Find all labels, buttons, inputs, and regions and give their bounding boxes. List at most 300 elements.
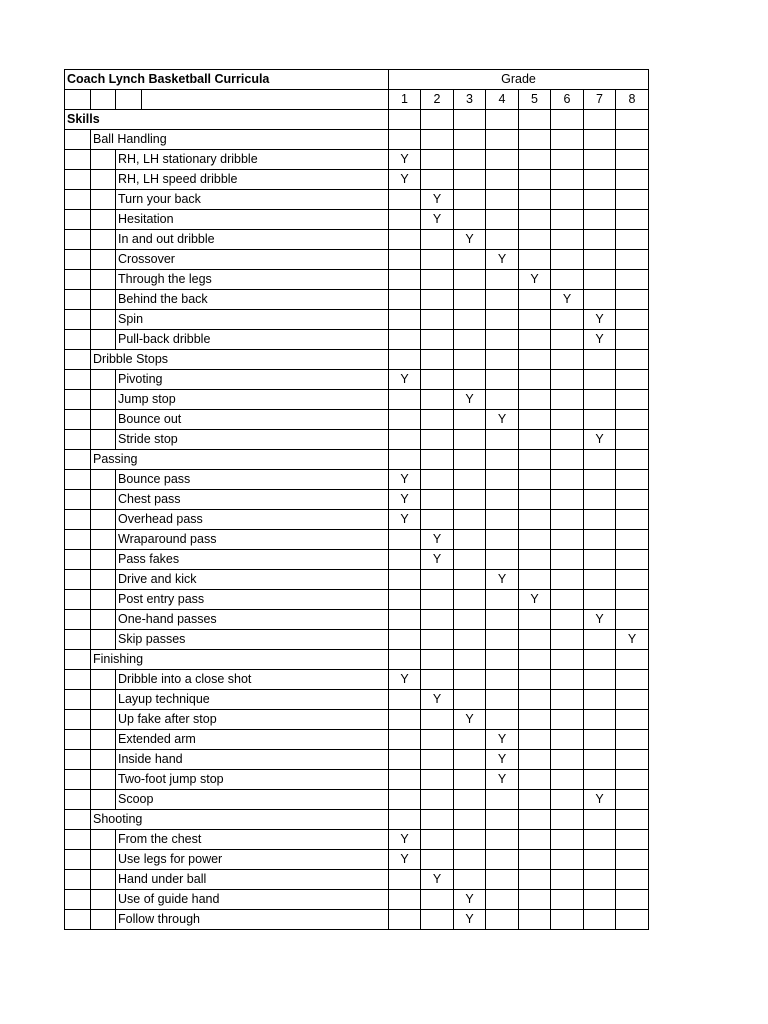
skill-row	[65, 370, 649, 390]
indent-cell	[65, 890, 91, 910]
indent-cell	[91, 530, 116, 550]
grade-cell	[519, 530, 551, 550]
grade-mark: Y	[421, 550, 454, 570]
grade-cell	[519, 730, 551, 750]
grade-mark: Y	[454, 390, 486, 410]
grade-cell	[584, 710, 616, 730]
skill-label: Crossover	[116, 250, 389, 270]
grade-cell	[389, 810, 421, 830]
skill-label: Use of guide hand	[116, 890, 389, 910]
grade-cell	[519, 130, 551, 150]
skill-row	[65, 510, 649, 530]
category-row	[65, 450, 649, 470]
indent-cell	[65, 130, 91, 150]
grade-cell	[389, 230, 421, 250]
grade-cell	[551, 250, 584, 270]
grade-cell	[389, 550, 421, 570]
grade-cell	[421, 390, 454, 410]
indent-cell	[91, 670, 116, 690]
grade-cell	[584, 570, 616, 590]
grade-cell	[389, 870, 421, 890]
grade-cell	[584, 450, 616, 470]
grade-mark: Y	[486, 410, 519, 430]
grade-mark: Y	[421, 210, 454, 230]
indent-cell	[65, 210, 91, 230]
grade-cell	[519, 630, 551, 650]
grade-mark: Y	[454, 910, 486, 930]
skill-row	[65, 830, 649, 850]
blank-cell	[91, 90, 116, 110]
grade-cell	[519, 310, 551, 330]
category-label: Shooting	[91, 810, 389, 830]
indent-cell	[91, 270, 116, 290]
grade-cell	[584, 230, 616, 250]
skill-row	[65, 230, 649, 250]
grade-cell	[454, 190, 486, 210]
grade-cell	[616, 870, 649, 890]
grade-cell	[421, 910, 454, 930]
grade-cell	[551, 890, 584, 910]
grade-cell	[486, 870, 519, 890]
grade-cell	[551, 150, 584, 170]
grade-cell	[616, 670, 649, 690]
grade-cell	[421, 370, 454, 390]
indent-cell	[91, 150, 116, 170]
grade-cell	[519, 610, 551, 630]
grade-cell	[486, 670, 519, 690]
indent-cell	[65, 370, 91, 390]
indent-cell	[91, 730, 116, 750]
grade-cell	[551, 410, 584, 430]
grade-mark: Y	[454, 890, 486, 910]
grade-3-header: 3	[454, 90, 486, 110]
grade-cell	[486, 710, 519, 730]
skill-label: Stride stop	[116, 430, 389, 450]
grade-cell	[584, 910, 616, 930]
grade-cell	[389, 570, 421, 590]
grade-mark: Y	[389, 850, 421, 870]
grade-cell	[551, 510, 584, 530]
indent-cell	[91, 210, 116, 230]
grade-mark: Y	[486, 570, 519, 590]
indent-cell	[65, 830, 91, 850]
grade-cell	[421, 230, 454, 250]
grade-cell	[519, 910, 551, 930]
indent-cell	[65, 570, 91, 590]
indent-cell	[91, 310, 116, 330]
grade-8-header: 8	[616, 90, 649, 110]
skill-row	[65, 470, 649, 490]
grade-1-header: 1	[389, 90, 421, 110]
grade-cell	[551, 790, 584, 810]
grade-cell	[616, 170, 649, 190]
grade-cell	[421, 730, 454, 750]
grade-mark: Y	[389, 670, 421, 690]
grade-cell	[454, 790, 486, 810]
sheet-title: Coach Lynch Basketball Curricula	[65, 70, 389, 90]
grade-cell	[584, 530, 616, 550]
grade-cell	[421, 710, 454, 730]
grade-cell	[551, 590, 584, 610]
skill-label: Extended arm	[116, 730, 389, 750]
skill-row	[65, 750, 649, 770]
grade-cell	[551, 370, 584, 390]
grade-cell	[616, 610, 649, 630]
grade-cell	[519, 330, 551, 350]
skill-label: Hand under ball	[116, 870, 389, 890]
skill-label: Through the legs	[116, 270, 389, 290]
indent-cell	[65, 270, 91, 290]
grade-cell	[421, 310, 454, 330]
skill-row	[65, 590, 649, 610]
grade-cell	[519, 230, 551, 250]
grade-cell	[551, 630, 584, 650]
skill-label: Wraparound pass	[116, 530, 389, 550]
grade-cell	[519, 710, 551, 730]
grade-cell	[486, 530, 519, 550]
grade-cell	[486, 830, 519, 850]
grade-cell	[421, 590, 454, 610]
grade-cell	[551, 170, 584, 190]
grade-cell	[454, 650, 486, 670]
grade-cell	[551, 190, 584, 210]
grade-cell	[389, 190, 421, 210]
grade-cell	[486, 210, 519, 230]
skill-label: Inside hand	[116, 750, 389, 770]
grade-cell	[454, 290, 486, 310]
grade-cell	[486, 430, 519, 450]
grade-cell	[616, 130, 649, 150]
skill-label: Scoop	[116, 790, 389, 810]
grade-cell	[389, 630, 421, 650]
grade-cell	[551, 130, 584, 150]
skill-label: From the chest	[116, 830, 389, 850]
grade-cell	[551, 390, 584, 410]
grade-cell	[616, 770, 649, 790]
indent-cell	[91, 410, 116, 430]
grade-cell	[454, 670, 486, 690]
grade-cell	[584, 130, 616, 150]
grade-cell	[616, 570, 649, 590]
grade-cell	[454, 550, 486, 570]
grade-cell	[616, 270, 649, 290]
grade-cell	[389, 130, 421, 150]
grade-mark: Y	[584, 310, 616, 330]
grade-cell	[551, 230, 584, 250]
skill-row	[65, 790, 649, 810]
grade-cell	[454, 590, 486, 610]
grade-cell	[486, 330, 519, 350]
indent-cell	[91, 590, 116, 610]
grade-cell	[486, 150, 519, 170]
grade-cell	[519, 350, 551, 370]
indent-cell	[91, 490, 116, 510]
grade-cell	[584, 830, 616, 850]
grade-cell	[486, 190, 519, 210]
grade-mark: Y	[389, 510, 421, 530]
grade-mark: Y	[486, 250, 519, 270]
grade-cell	[454, 350, 486, 370]
grade-cell	[389, 430, 421, 450]
skill-row	[65, 390, 649, 410]
grade-cell	[616, 790, 649, 810]
grade-cell	[421, 490, 454, 510]
grade-mark: Y	[616, 630, 649, 650]
grade-cell	[551, 490, 584, 510]
indent-cell	[91, 330, 116, 350]
grade-cell	[486, 470, 519, 490]
grade-cell	[389, 890, 421, 910]
grade-cell	[519, 110, 551, 130]
grade-cell	[584, 810, 616, 830]
grade-cell	[616, 190, 649, 210]
grade-cell	[454, 730, 486, 750]
grade-cell	[421, 270, 454, 290]
skill-label: Two-foot jump stop	[116, 770, 389, 790]
grade-cell	[421, 850, 454, 870]
skill-row	[65, 730, 649, 750]
skill-label: Bounce out	[116, 410, 389, 430]
grade-cell	[389, 730, 421, 750]
skill-label: Pass fakes	[116, 550, 389, 570]
grade-cell	[519, 550, 551, 570]
grade-cell	[421, 450, 454, 470]
grade-cell	[616, 590, 649, 610]
grade-cell	[584, 750, 616, 770]
grade-cell	[421, 750, 454, 770]
grade-cell	[551, 310, 584, 330]
grade-mark: Y	[486, 750, 519, 770]
grade-mark: Y	[389, 150, 421, 170]
grade-cell	[519, 830, 551, 850]
grade-cell	[519, 190, 551, 210]
grade-cell	[519, 430, 551, 450]
indent-cell	[65, 630, 91, 650]
skill-label: Pivoting	[116, 370, 389, 390]
grade-mark: Y	[389, 170, 421, 190]
skill-label: Post entry pass	[116, 590, 389, 610]
grade-cell	[616, 510, 649, 530]
grade-cell	[486, 510, 519, 530]
grade-cell	[421, 570, 454, 590]
grade-cell	[616, 530, 649, 550]
grade-cell	[584, 170, 616, 190]
grade-cell	[389, 310, 421, 330]
grade-cell	[486, 630, 519, 650]
grade-cell	[421, 350, 454, 370]
grade-cell	[584, 370, 616, 390]
category-label: Ball Handling	[91, 130, 389, 150]
grade-cell	[421, 110, 454, 130]
grade-cell	[551, 670, 584, 690]
indent-cell	[91, 570, 116, 590]
grade-cell	[519, 410, 551, 430]
category-row	[65, 130, 649, 150]
grade-cell	[454, 750, 486, 770]
grade-cell	[486, 130, 519, 150]
grade-cell	[519, 370, 551, 390]
grade-cell	[584, 510, 616, 530]
skill-row	[65, 150, 649, 170]
grade-mark: Y	[519, 590, 551, 610]
grade-cell	[551, 910, 584, 930]
grade-cell	[421, 290, 454, 310]
skill-row	[65, 410, 649, 430]
grade-cell	[519, 210, 551, 230]
indent-cell	[91, 390, 116, 410]
indent-cell	[65, 230, 91, 250]
grade-cell	[389, 790, 421, 810]
grade-mark: Y	[389, 470, 421, 490]
skill-row	[65, 630, 649, 650]
skill-label: Hesitation	[116, 210, 389, 230]
grade-cell	[616, 890, 649, 910]
indent-cell	[65, 650, 91, 670]
grade-cell	[551, 450, 584, 470]
grade-number-row	[65, 90, 649, 110]
grade-cell	[616, 290, 649, 310]
grade-cell	[389, 270, 421, 290]
grade-cell	[519, 670, 551, 690]
grade-mark: Y	[584, 430, 616, 450]
grade-cell	[454, 110, 486, 130]
grade-cell	[389, 210, 421, 230]
skill-label: Bounce pass	[116, 470, 389, 490]
grade-mark: Y	[584, 330, 616, 350]
skill-row	[65, 610, 649, 630]
grade-cell	[486, 650, 519, 670]
grade-mark: Y	[454, 710, 486, 730]
grade-cell	[486, 810, 519, 830]
grade-cell	[551, 550, 584, 570]
grade-cell	[421, 510, 454, 530]
grade-cell	[616, 750, 649, 770]
grade-cell	[616, 450, 649, 470]
grade-cell	[389, 590, 421, 610]
grade-cell	[486, 290, 519, 310]
category-row	[65, 350, 649, 370]
indent-cell	[91, 710, 116, 730]
indent-cell	[65, 790, 91, 810]
skill-label: RH, LH stationary dribble	[116, 150, 389, 170]
grade-cell	[421, 250, 454, 270]
grade-cell	[584, 550, 616, 570]
blank-cell	[142, 90, 389, 110]
grade-mark: Y	[519, 270, 551, 290]
indent-cell	[91, 630, 116, 650]
indent-cell	[65, 610, 91, 630]
grade-cell	[584, 670, 616, 690]
grade-cell	[421, 630, 454, 650]
grade-cell	[551, 690, 584, 710]
indent-cell	[65, 510, 91, 530]
grade-cell	[584, 270, 616, 290]
grade-cell	[454, 630, 486, 650]
skill-row	[65, 270, 649, 290]
grade-cell	[421, 430, 454, 450]
grade-cell	[616, 310, 649, 330]
grade-cell	[486, 890, 519, 910]
grade-cell	[454, 250, 486, 270]
grade-cell	[421, 810, 454, 830]
grade-cell	[421, 890, 454, 910]
grade-cell	[454, 770, 486, 790]
indent-cell	[91, 910, 116, 930]
grade-cell	[454, 570, 486, 590]
grade-cell	[454, 450, 486, 470]
grade-cell	[584, 890, 616, 910]
skill-label: Pull-back dribble	[116, 330, 389, 350]
skill-row	[65, 850, 649, 870]
grade-cell	[421, 170, 454, 190]
skill-row	[65, 250, 649, 270]
indent-cell	[65, 750, 91, 770]
grade-cell	[584, 150, 616, 170]
grade-cell	[551, 270, 584, 290]
grade-cell	[551, 730, 584, 750]
skill-label: Overhead pass	[116, 510, 389, 530]
skill-label: Skip passes	[116, 630, 389, 650]
indent-cell	[91, 770, 116, 790]
title-row	[65, 70, 649, 90]
grade-cell	[454, 310, 486, 330]
grade-cell	[389, 610, 421, 630]
grade-cell	[616, 730, 649, 750]
grade-cell	[584, 390, 616, 410]
grade-mark: Y	[421, 870, 454, 890]
skill-label: Up fake after stop	[116, 710, 389, 730]
grade-cell	[389, 390, 421, 410]
grade-cell	[584, 210, 616, 230]
skill-label: Turn your back	[116, 190, 389, 210]
grade-cell	[584, 410, 616, 430]
grade-cell	[486, 110, 519, 130]
grade-cell	[486, 610, 519, 630]
grade-cell	[454, 810, 486, 830]
grade-6-header: 6	[551, 90, 584, 110]
grade-cell	[584, 770, 616, 790]
skill-row	[65, 910, 649, 930]
grade-cell	[616, 390, 649, 410]
grade-cell	[616, 550, 649, 570]
grade-cell	[421, 670, 454, 690]
grade-2-header: 2	[421, 90, 454, 110]
grade-cell	[584, 490, 616, 510]
grade-cell	[616, 230, 649, 250]
grade-cell	[551, 650, 584, 670]
indent-cell	[65, 170, 91, 190]
grade-cell	[551, 710, 584, 730]
grade-cell	[454, 490, 486, 510]
grade-cell	[616, 350, 649, 370]
grade-cell	[389, 530, 421, 550]
grade-cell	[454, 330, 486, 350]
indent-cell	[65, 850, 91, 870]
grade-cell	[584, 730, 616, 750]
skill-label: Behind the back	[116, 290, 389, 310]
skill-row	[65, 890, 649, 910]
indent-cell	[91, 890, 116, 910]
grade-cell	[519, 250, 551, 270]
grade-cell	[519, 650, 551, 670]
grade-cell	[389, 110, 421, 130]
grade-cell	[486, 910, 519, 930]
grade-cell	[454, 370, 486, 390]
grade-cell	[486, 230, 519, 250]
grade-cell	[421, 650, 454, 670]
grade-cell	[519, 450, 551, 470]
indent-cell	[65, 690, 91, 710]
